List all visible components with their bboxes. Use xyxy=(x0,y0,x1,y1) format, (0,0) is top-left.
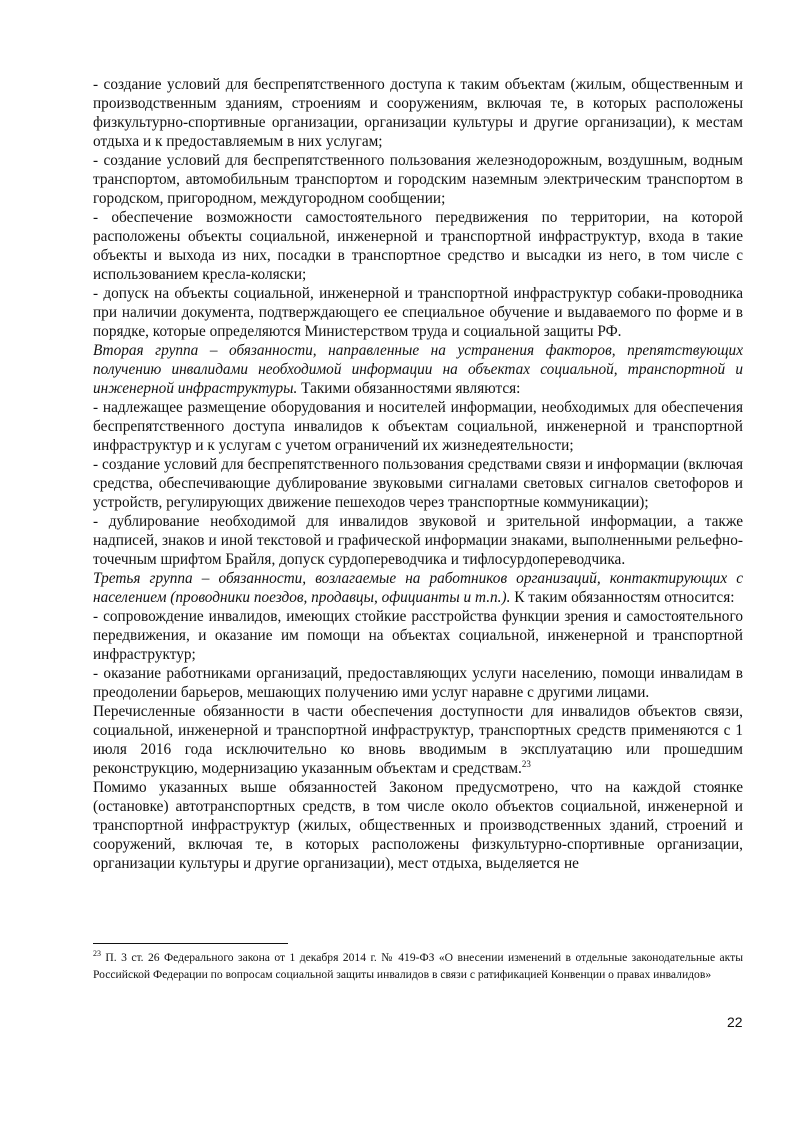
paragraph-third-group xyxy=(93,569,743,607)
footnote-reference[interactable]: 23 xyxy=(521,758,531,769)
paragraph-communication-means: - создание условий для беспрепятственного пользования средствами связи и информации (включая средства, обеспечивающие дублирование звуковыми сигналами световых сигналов светофоров и устройств, регулирующих движение пешеходов через транспортные коммуникации); xyxy=(93,456,743,511)
paragraph-guide-dog: - допуск на объекты социальной, инженерной и транспортной инфраструктур собаки-проводника при наличии документа, подтверждающего ее специальное обучение и выдаваемого по форме и в порядке, которые определяются Министерством труда и социальной защиты РФ. xyxy=(93,285,743,340)
paragraph-independent-movement: - обеспечение возможности самостоятельного передвижения по территории, на которой расположены объекты социальной, инженерной и транспортной инфраструктур, входа в такие объекты и выхода из них, посадки в транспортное средство и высадки из него, в том числе с использованием кресла-коляски; xyxy=(93,209,743,283)
paragraph-barrier-assistance: - оказание работниками организаций, предоставляющих услуги населению, помощи инвалидам в преодолении барьеров, мешающих получению ими услуг наравне с другими лицами. xyxy=(93,665,743,701)
third-group-heading: Третья группа – обязанности, возлагаемые на работников организаций, контактирующих с населением (проводники поездов, продавцы, официанты и т.п.). xyxy=(93,570,743,606)
paragraph-braille-duplication: - дублирование необходимой для инвалидов звуковой и зрительной информации, а также надписей, знаков и иной текстовой и графической информации знаками, выполненными рельефно-точечным шрифтом Брайля, допуск сурдопереводчика и тифлосурдопереводчика. xyxy=(93,513,743,568)
paragraph-information-placement: - надлежащее размещение оборудования и носителей информации, необходимых для обеспечения беспрепятственного доступа инвалидов к объектам социальной, инженерной и транспортной инфраструктур и к услугам с учетом ограничений их жизнедеятельности; xyxy=(93,399,743,454)
paragraph-transport-use: - создание условий для беспрепятственного пользования железнодорожным, воздушным, водным транспортом, автомобильным транспортом и городским наземным электрическим транспортом в городском, пригородном, междугородном сообщении; xyxy=(93,152,743,207)
paragraph-second-group xyxy=(93,341,743,398)
third-group-intro: К таким обязанностям относится: xyxy=(510,589,735,606)
paragraph-applicability xyxy=(93,702,743,778)
footnote-divider xyxy=(93,943,288,944)
page-number: 22 xyxy=(727,1014,743,1030)
footnote-text: П. 3 ст. 26 Федерального закона от 1 декабря 2014 г. № 419-ФЗ «О внесении изменений в отдельные законодательные акты Российской Федерации по вопросам социальной защиты инвалидов в связи с ратификацией Конвенции о правах инвалидов» xyxy=(93,951,743,981)
paragraph-parking: Помимо указанных выше обязанностей Законом предусмотрено, что на каждой стоянке (остановке) автотранспортных средств, в том числе около объектов социальной, инженерной и транспортной инфраструктур (жилых, общественных и производственных зданий, строений и сооружений, включая те, в которых расположены физкультурно-спортивные организации, организации культуры и другие организации), мест отдыха, выделяется не xyxy=(93,779,743,872)
paragraph-escort: - сопровождение инвалидов, имеющих стойкие расстройства функции зрения и самостоятельного передвижения, и оказание им помощи на объектах социальной, инженерной и транспортной инфраструктур; xyxy=(93,608,743,663)
footnote-marker: 23 xyxy=(93,949,101,959)
second-group-heading: Вторая группа – обязанности, направленные на устранения факторов, препятствующих получению инвалидами необходимой информации на объектах социальной, транспортной и инженерной инфраструктуры. xyxy=(93,342,743,397)
paragraph-access-objects: - создание условий для беспрепятственного доступа к таким объектам (жилым, общественным и производственным зданиям, строениям и сооружениям, включая те, в которых расположены физкультурно-спортивные организации, организации культуры и другие организации), к местам отдыха и к предоставляемым в них услугам; xyxy=(93,76,743,150)
body-text xyxy=(93,75,743,873)
applicability-text: Перечисленные обязанности в части обеспечения доступности для инвалидов объектов связи, социальной, инженерной и транспортной инфраструктур, транспортных средств применяются с 1 июля 2016 года исключительно ко вновь вводимым в эксплуатацию или прошедшим реконструкцию, модернизацию указанным объектам и средствам. xyxy=(93,703,743,777)
second-group-intro: Такими обязанностями являются: xyxy=(297,380,521,397)
footnote xyxy=(93,950,743,983)
